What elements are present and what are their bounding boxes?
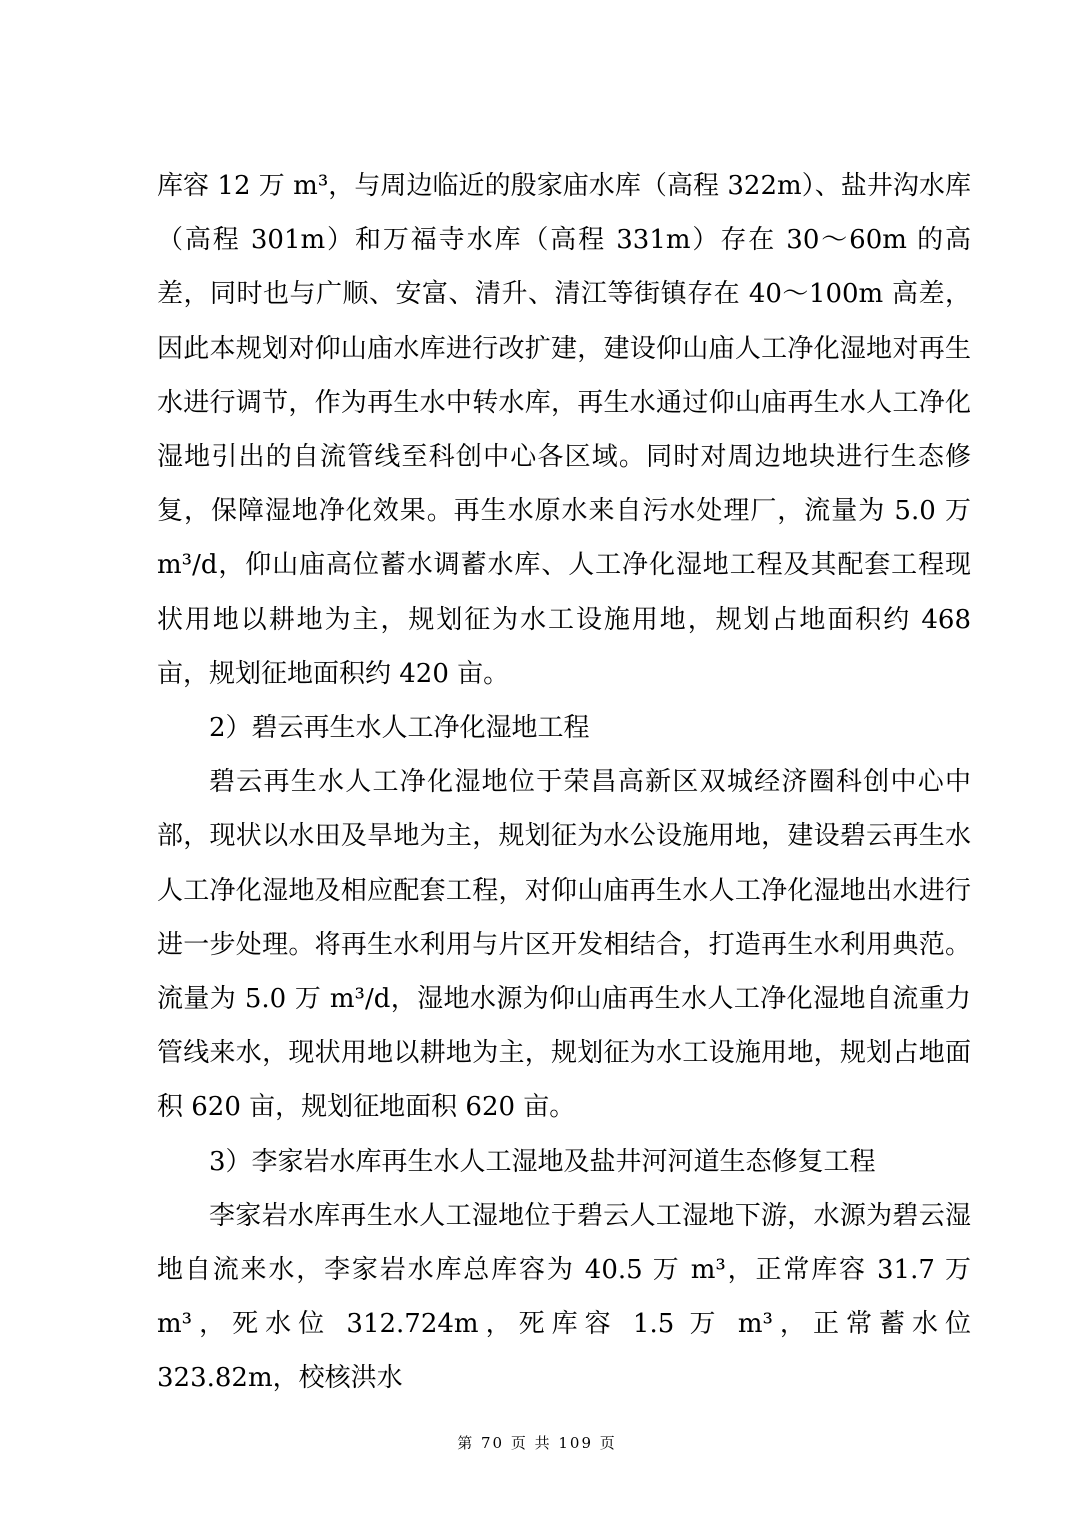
page-number-footer: 第 70 页 共 109 页 — [457, 1434, 617, 1452]
paragraph-continuation: 库容 12 万 m³，与周边临近的殷家庙水库（高程 322m）、盐井沟水库（高程 301m）和万福寺水库（高程 331m）存在 30～60m 的高差，同时也与广顺、安富、清升、清江等街镇存在 40～100m 高差，因此本规划对仰山庙水库进行改扩建，建设仰山庙人工净化湿地对再生水进行调节，作为再生水中转水库，再生水通过仰山庙再生水人工净化湿地引出的自流管线至科创中心各区域。同时对周边地块进行生态修复，保障湿地净化效果。再生水原水来自污水处理厂，流量为 5.0 万 m³/d，仰山庙高位蓄水调蓄水库、人工净化湿地工程及其配套工程现状用地以耕地为主，规划征为水工设施用地，规划占地面积约 468 亩，规划征地面积约 420 亩。 — [157, 171, 971, 689]
paragraph-biyun: 碧云再生水人工净化湿地位于荣昌高新区双城经济圈科创中心中部，现状以水田及旱地为主，规划征为水公设施用地，建设碧云再生水人工净化湿地及相应配套工程，对仰山庙再生水人工净化湿地出水进行进一步处理。将再生水利用与片区开发相结合，打造再生水利用典范。流量为 5.0 万 m³/d，湿地水源为仰山庙再生水人工净化湿地自流重力管线来水，现状用地以耕地为主，规划征为水工设施用地，规划占地面积 620 亩，规划征地面积 620 亩。 — [157, 767, 971, 1123]
body-text — [157, 159, 971, 1406]
paragraph-lijiayan: 李家岩水库再生水人工湿地位于碧云人工湿地下游，水源为碧云湿地自流来水，李家岩水库总库容为 40.5 万 m³，正常库容 31.7 万 m³，死水位 312.724m，死库容 1.5 万 m³，正常蓄水位 323.82m，校核洪水 — [157, 1200, 971, 1394]
section-heading-lijiayan: 3）李家岩水库再生水人工湿地及盐井河河道生态修复工程 — [209, 1146, 876, 1177]
section-heading-biyun: 2）碧云再生水人工净化湿地工程 — [209, 713, 590, 744]
